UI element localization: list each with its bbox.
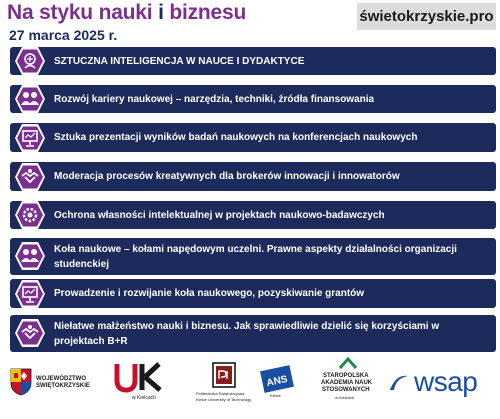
topic-label: SZTUCZNA INTELIGENCJA W NAUCE I DYDAKTYCE (54, 56, 305, 67)
title-part-3: biznesu (169, 1, 247, 24)
polytechnic-emblem-icon (212, 362, 236, 388)
brain-head-icon (14, 46, 46, 76)
staropolska-logo (318, 356, 378, 414)
ans-mark-icon (260, 364, 294, 394)
coat-of-arms-icon (10, 368, 32, 396)
topic-label: Rozwój kariery naukowej – narzędzia, techniki, źródła finansowania (54, 94, 375, 105)
topic-item (10, 201, 496, 229)
topic-label: Moderacja procesów kreatywnych dla brokerów innowacji i innowatorów (54, 171, 400, 182)
staropolska-chevron-icon (338, 356, 358, 370)
site-badge[interactable]: świetokrzyskie.pro (357, 3, 496, 30)
voivodeship-logo (10, 364, 110, 404)
svg-text:ANS: ANS (265, 373, 289, 390)
topic-item (10, 123, 496, 152)
partner-logos (0, 354, 500, 419)
topic-item (10, 47, 496, 75)
handshake-icon (14, 318, 46, 348)
topic-item (10, 85, 496, 113)
polytechnic-name-line2: Kielce University of Technology (196, 397, 252, 402)
topic-label: Prowadzenie i rozwijanie koła naukowego, pozyskiwanie grantów (54, 288, 365, 299)
ans-logo (260, 364, 296, 404)
ujk-mark-icon (114, 360, 166, 394)
wsap-swoosh-icon (388, 372, 410, 394)
wsap-logo (388, 368, 492, 404)
staropolska-line1: STAROPOLSKA (323, 373, 369, 379)
team-people-icon (14, 84, 46, 114)
topic-label: Ochrona własności intelektualnej w projektach naukowo-badawczych (54, 210, 385, 221)
staropolska-line2: AKADEMIA NAUK (321, 380, 373, 386)
presentation-board-icon (14, 123, 46, 153)
event-date: 27 marca 2025 r. (9, 27, 118, 43)
staropolska-line4: w Kielcach (335, 395, 355, 400)
staropolska-line3: STOSOWANYCH (322, 387, 370, 393)
topic-label: Niełatwe małżeństwo nauki i biznesu. Jak sprawiedliwie dzielić się korzyściami w projektach B+R (54, 321, 440, 347)
title-part-2: i (158, 1, 164, 24)
ujk-logo (114, 360, 170, 406)
voivodeship-name-line2: ŚWIĘTOKRZYSKIE (36, 383, 90, 389)
polytechnic-name-line1: Politechnika Świętokrzyska (196, 391, 245, 396)
topic-item (10, 279, 496, 308)
topic-label: Koła naukowe – kołami napędowym uczelni. Prawne aspekty działalności organizacji studenckiej (54, 244, 457, 270)
voivodeship-name-line1: WOJEWÓDZTWO (36, 376, 86, 382)
ujk-subtitle: w Kielcach (132, 395, 156, 401)
topic-label: Sztuka prezentacji wyników badań naukowych na konferencjach naukowych (54, 132, 418, 143)
wsap-wordmark: wsap (414, 366, 478, 397)
title-part-1: Na styku nauki (7, 1, 153, 24)
ans-subtitle: Kielce (270, 393, 281, 398)
header (0, 0, 500, 44)
polytechnic-logo (196, 362, 266, 410)
team-people-icon (14, 241, 46, 271)
topic-item (10, 315, 496, 352)
topic-item (10, 162, 496, 191)
page-title (7, 1, 246, 25)
handshake-icon (14, 162, 46, 192)
ans-mark-text (260, 364, 262, 365)
ujk-mark-text (114, 360, 116, 361)
gear-icon (14, 200, 46, 230)
topic-item (10, 238, 496, 275)
presentation-board-icon (14, 279, 46, 309)
